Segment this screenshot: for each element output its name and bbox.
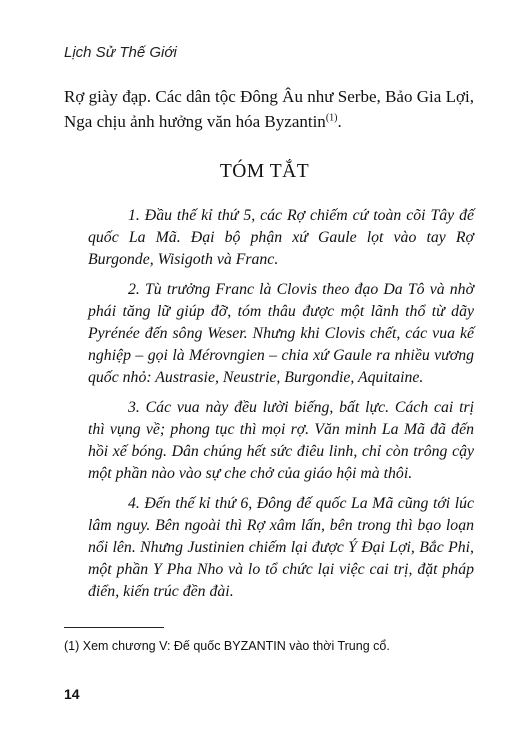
intro-end: . <box>337 112 342 131</box>
summary-item: 3. Các vua này đều lười biếng, bất lực. Cách cai trị thì vụng về; phong tục thì mọi rợ. Văn minh La Mã đã đến hồi xế bóng. Dân chúng hết sức điêu linh, chỉ còn trông cậy một phần nào vào sự che chở của giáo hội mà thôi. <box>88 399 474 482</box>
summary-item: 2. Tù trưởng Franc là Clovis theo đạo Da Tô và nhờ phái tăng lữ giúp đỡ, tóm thâu được một lãnh thổ từ dãy Pyrénée đến sông Weser. Nhưng khi Clovis chết, các vua kế nghiệp – gọi là Mérovngien – chia xứ Gaule ra nhiều vương quốc nhỏ: Austrasie, Neustrie, Burgondie, Aquitaine. <box>88 281 474 386</box>
footnote: (1) Xem chương V: Đế quốc BYZANTIN vào thời Trung cổ. <box>64 639 390 653</box>
footnote-reference: (1) <box>325 112 338 124</box>
summary-item: 1. Đầu thế kỉ thứ 5, các Rợ chiếm cứ toàn cõi Tây đế quốc La Mã. Đại bộ phận xứ Gaule lọt vào tay Rợ Burgonde, Wisigoth và Franc. <box>88 207 474 268</box>
intro-text: Rợ giày đạp. Các dân tộc Đông Âu như Serbe, Bảo Gia Lợi, Nga chịu ảnh hưởng văn hóa Byzantin <box>64 87 474 131</box>
summary-item: 4. Đến thế kỉ thứ 6, Đông đế quốc La Mã cũng tới lúc lâm nguy. Bên ngoài thì Rợ xâm lấn, bên trong thì bạo loạn nổi lên. Nhưng Justinien chiếm lại được Ý Đại Lợi, Bắc Phi, một phần Y Pha Nho và lo tổ chức lại việc cai trị, đặt pháp điển, kiến trúc đền đài. <box>88 495 474 600</box>
intro-paragraph <box>64 84 474 134</box>
page-number: 14 <box>64 686 80 702</box>
section-title: TÓM TẮT <box>219 161 310 182</box>
footnote-divider <box>64 627 164 628</box>
summary-list <box>88 205 474 611</box>
running-head: Lịch Sử Thế Giới <box>64 44 177 61</box>
